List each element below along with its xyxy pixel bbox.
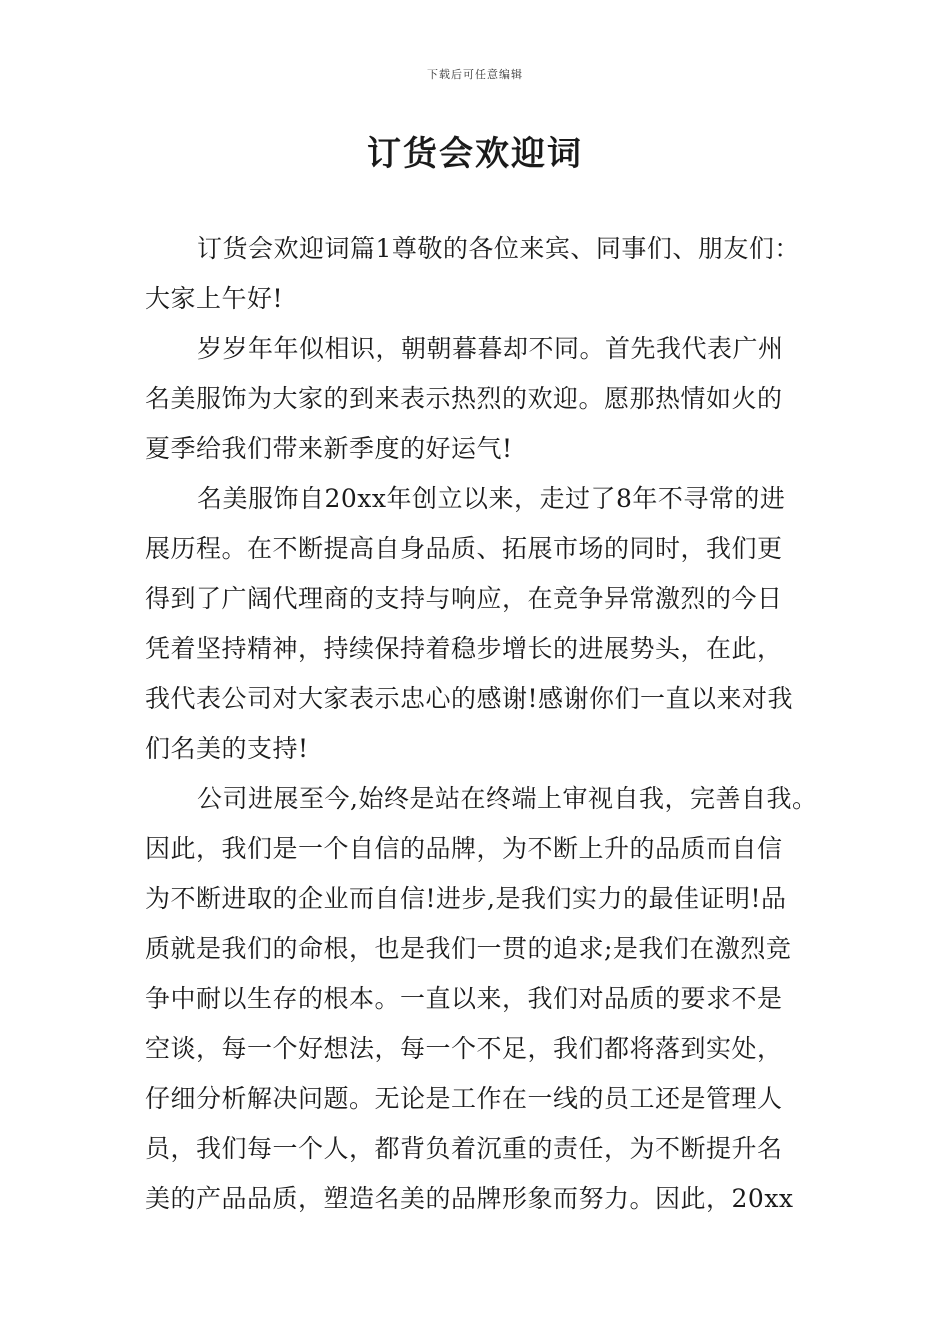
paragraph-line: 因此，我们是一个自信的品牌，为不断上升的品质而自信 — [145, 834, 783, 863]
paragraph-line: 我代表公司对大家表示忠心的感谢!感谢你们一直以来对我 — [145, 684, 794, 713]
paragraph-line: 订货会欢迎词篇1尊敬的各位来宾、同事们、朋友们： — [197, 234, 800, 263]
paragraph-line: 空谈，每一个好想法，每一个不足，我们都将落到实处， — [145, 1034, 783, 1063]
paragraph-line: 凭着坚持精神，持续保持着稳步增长的进展势头，在此， — [145, 634, 783, 663]
header-note: 下载后可任意编辑 — [427, 68, 523, 81]
paragraph-line: 仔细分析解决问题。无论是工作在一线的员工还是管理人 — [145, 1084, 783, 1113]
paragraph-line: 名美服饰自20xx年创立以来，走过了8年不寻常的进 — [197, 484, 786, 513]
paragraph-line: 公司进展至今,始终是站在终端上审视自我，完善自我。 — [197, 784, 818, 813]
paragraph-line: 们名美的支持! — [145, 734, 309, 763]
paragraph-line: 员，我们每一个人，都背负着沉重的责任，为不断提升名 — [145, 1134, 783, 1163]
paragraph-line: 得到了广阔代理商的支持与响应，在竞争异常激烈的今日 — [145, 584, 783, 613]
paragraph-line: 大家上午好! — [145, 284, 284, 313]
paragraph-line: 争中耐以生存的根本。一直以来，我们对品质的要求不是 — [145, 984, 783, 1013]
paragraph-line: 质就是我们的命根，也是我们一贯的追求;是我们在激烈竞 — [145, 934, 792, 963]
document-title: 订货会欢迎词 — [367, 134, 583, 174]
paragraph-line: 美的产品品质，塑造名美的品牌形象而努力。因此，20xx — [145, 1184, 794, 1213]
paragraph-line: 夏季给我们带来新季度的好运气! — [145, 434, 513, 463]
paragraph-line: 展历程。在不断提高自身品质、拓展市场的同时，我们更 — [145, 534, 783, 563]
paragraph-line: 为不断进取的企业而自信!进步,是我们实力的最佳证明!品 — [145, 884, 787, 913]
paragraph-line: 岁岁年年似相识，朝朝暮暮却不同。首先我代表广州 — [197, 334, 784, 363]
paragraph-line: 名美服饰为大家的到来表示热烈的欢迎。愿那热情如火的 — [145, 384, 783, 413]
document-body — [145, 224, 835, 1224]
